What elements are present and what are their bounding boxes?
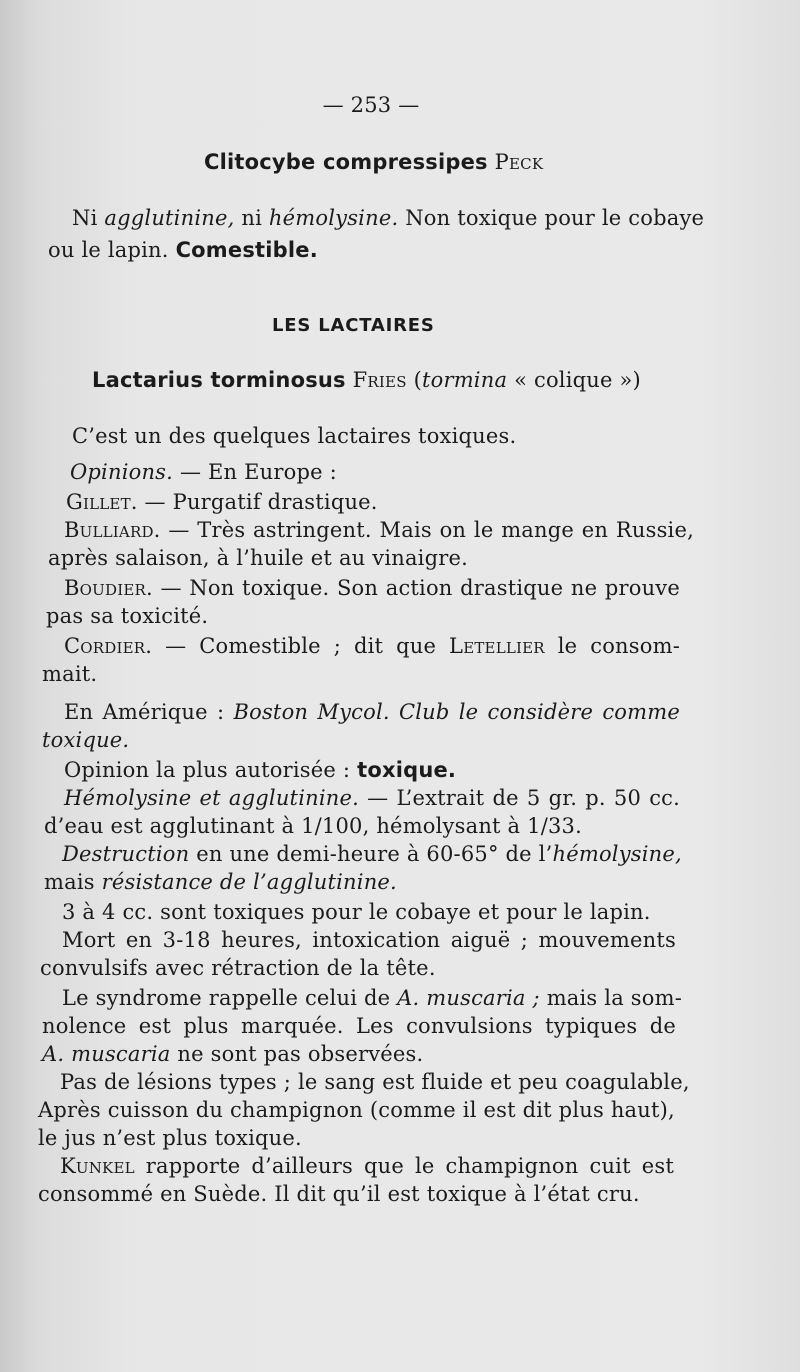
paragraph-line: Pas de lésions types ; le sang est fluide et peu coagulable, [60, 1070, 690, 1094]
species-heading-lactarius [92, 366, 641, 394]
text: ( [413, 368, 422, 392]
text: rapporte d’ailleurs que le champignon cuit est [145, 1154, 674, 1178]
italic-term: tormina [421, 368, 508, 392]
text: ne sont pas observées. [177, 1042, 424, 1066]
text: en une demi-heure à 60-65° de l’ [196, 842, 553, 866]
text: — Comestible ; dit que [165, 634, 437, 658]
italic-term: A. muscaria ; [397, 986, 540, 1010]
paragraph-line [66, 488, 378, 516]
paragraph-line [64, 784, 680, 812]
paragraph-line: le jus n’est plus toxique. [38, 1126, 302, 1150]
text: mais [44, 870, 95, 894]
italic-term: Boston Mycol. Club le considère comme [233, 700, 680, 724]
paragraph-line [64, 574, 680, 602]
text: — L’extrait de 5 gr. p. 50 cc. [367, 786, 680, 810]
species-author: Peck [494, 150, 544, 174]
italic-term: toxique. [42, 728, 130, 752]
paragraph-line: après salaison, à l’huile et au vinaigre. [48, 546, 468, 570]
paragraph-line: convulsifs avec rétraction de la tête. [40, 956, 436, 980]
paragraph-line: d’eau est agglutinant à 1/100, hémolysant à 1/33. [44, 814, 582, 838]
paragraph-line [62, 840, 680, 868]
paragraph-line: consommé en Suède. Il dit qu’il est toxique à l’état cru. [38, 1182, 640, 1206]
text: — Purgatif drastique. [144, 490, 378, 514]
paragraph-line [42, 726, 129, 754]
text: — Très astringent. Mais on le mange en Russie, [168, 518, 694, 542]
text: « colique ») [514, 368, 641, 392]
paragraph-line: nolence est plus marquée. Les convulsions typiques de [42, 1014, 676, 1038]
author-name: Cordier. [64, 634, 153, 658]
paragraph-line [64, 516, 694, 544]
text: En Amérique : [64, 700, 225, 724]
edibility-verdict: Comestible. [175, 238, 318, 262]
author-name: Boudier. [64, 576, 153, 600]
paragraph-line: Mort en 3-18 heures, intoxication aiguë ; mouvements [62, 928, 676, 952]
italic-term: résistance de l’agglutinine. [101, 870, 397, 894]
text: ni [241, 206, 263, 230]
toxicity-verdict: toxique. [357, 758, 457, 782]
paragraph-line: Après cuisson du champignon (comme il est dit plus haut), [38, 1098, 675, 1122]
text: — En Europe : [179, 460, 337, 484]
paragraph-line [48, 236, 318, 264]
text: mais la som- [546, 986, 683, 1010]
author-name: Gillet. [66, 490, 138, 514]
text: Opinion la plus autorisée : [64, 758, 351, 782]
italic-term: hémolysine. [268, 206, 399, 230]
author-name: Letellier [449, 634, 545, 658]
paragraph-line [70, 458, 337, 486]
paragraph-line [64, 756, 456, 784]
paragraph-line: pas sa toxicité. [46, 604, 209, 628]
paragraph-line: 3 à 4 cc. sont toxiques pour le cobaye et pour le lapin. [62, 900, 651, 924]
text: le consom- [557, 634, 680, 658]
paragraph-line: mait. [42, 662, 98, 686]
paragraph-line [42, 1040, 423, 1068]
italic-term: hémolysine, [552, 842, 682, 866]
species-heading-clitocybe [204, 148, 543, 176]
paragraph-line [64, 698, 680, 726]
paragraph-line [60, 1152, 674, 1180]
species-name: Lactarius torminosus [92, 368, 346, 392]
author-name: Kunkel [60, 1154, 135, 1178]
paragraph-line: C’est un des quelques lactaires toxiques. [72, 424, 517, 448]
paragraph-line [64, 632, 680, 660]
species-name: Clitocybe compressipes [204, 150, 488, 174]
text: ou le lapin. [48, 238, 169, 262]
paragraph-line [62, 984, 683, 1012]
section-heading: LES LACTAIRES [272, 315, 435, 336]
italic-term: agglutinine, [104, 206, 235, 230]
text: — Non toxique. Son action drastique ne prouve [160, 576, 680, 600]
author-name: Bulliard. [64, 518, 161, 542]
paragraph-line [44, 868, 397, 896]
text: Non toxique pour le cobaye [405, 206, 705, 230]
italic-term: Destruction [62, 842, 190, 866]
italic-term: A. muscaria [42, 1042, 171, 1066]
paragraph-line [72, 204, 705, 232]
text: Le syndrome rappelle celui de [62, 986, 391, 1010]
page-number: — 253 — [322, 93, 420, 117]
italic-term: Hémolysine et agglutinine. [64, 786, 359, 810]
species-author: Fries [352, 368, 407, 392]
text: Ni [72, 206, 98, 230]
italic-term: Opinions. [70, 460, 174, 484]
